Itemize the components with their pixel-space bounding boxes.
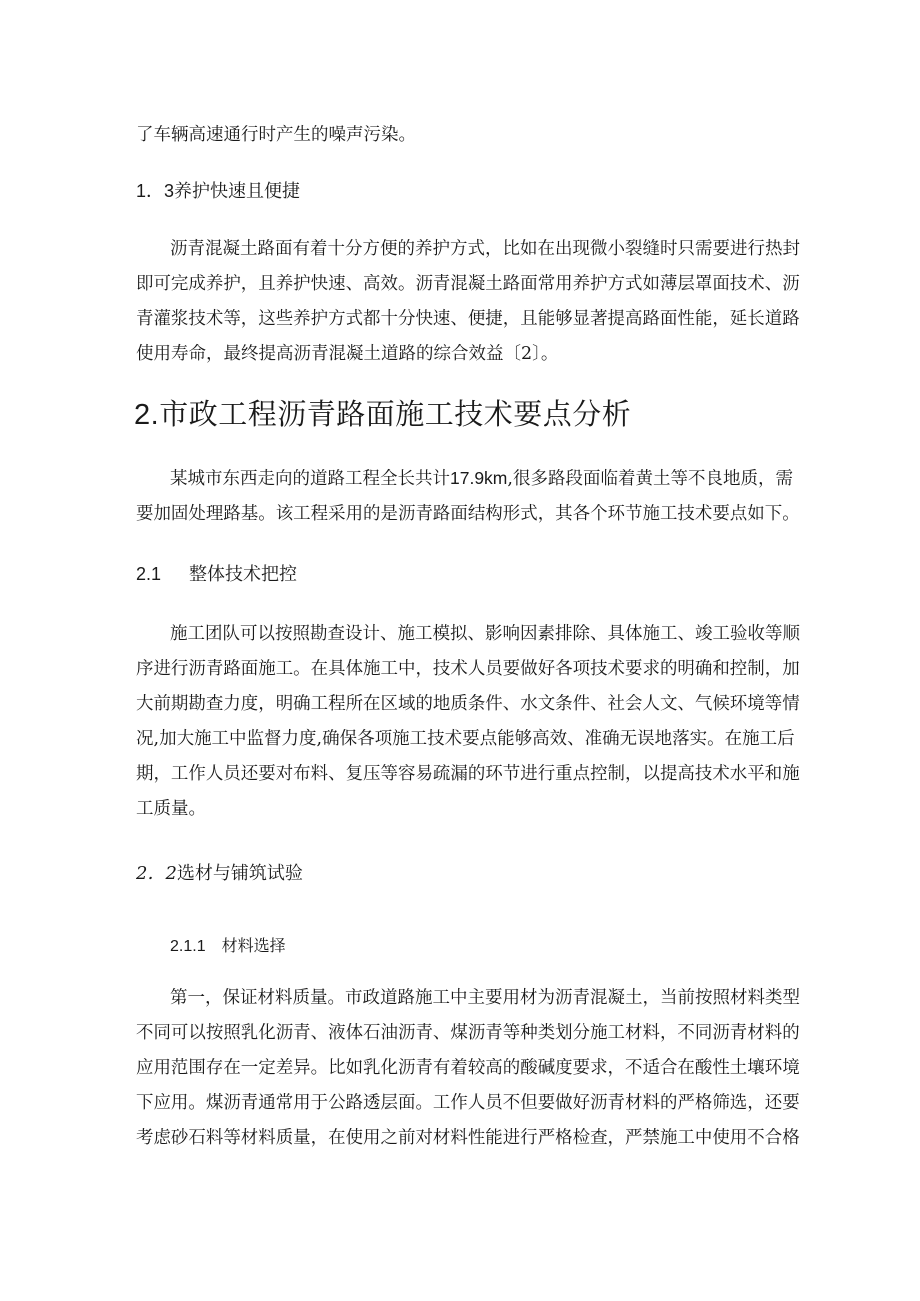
section-number: 2. xyxy=(134,399,160,431)
paragraph-line: 施工团队可以按照勘查设计、施工模拟、影响因素排除、具体施工、竣工验收等顺 xyxy=(170,624,800,644)
paragraph-line: 即可完成养护，且养护快速、高效。沥青混凝土路面常用养护方式如薄层罩面技术、沥 xyxy=(136,274,800,294)
paragraph-line: 下应用。煤沥青通常用于公路透层面。工作人员不但要做好沥青材料的严格筛选，还要 xyxy=(136,1093,800,1113)
section-title: 选材与铺筑试验 xyxy=(176,863,303,884)
section-title: 市政工程沥青路面施工技术要点分析 xyxy=(159,397,632,431)
section-number: 2.1 xyxy=(136,564,162,584)
paragraph-line: 大前期勘查力度，明确工程所在区域的地质条件、水文条件、社会人文、气候环境等情 xyxy=(136,694,800,714)
section-title: 养护快速且便捷 xyxy=(174,181,301,202)
section-number: 1．3 xyxy=(136,181,175,201)
paragraph-line xyxy=(170,467,793,490)
paragraph-line: 序进行沥青路面施工。在具体施工中，技术人员要做好各项技术要求的明确和控制，加 xyxy=(136,659,800,679)
paragraph-line: 应用范围存在一定差异。比如乳化沥青有着较高的酸碱度要求，不适合在酸性土壤环境 xyxy=(136,1058,800,1078)
text-run: 某城市东西走向的道路工程全长共计 xyxy=(170,469,450,489)
paragraph-line: 考虑砂石料等材料质量，在使用之前对材料性能进行严格检查，严禁施工中使用不合格 xyxy=(136,1128,800,1148)
paragraph-line: 要加固处理路基。该工程采用的是沥青路面结构形式，其各个环节施工技术要点如下。 xyxy=(136,504,800,524)
paragraph-line: 第一，保证材料质量。市政道路施工中主要用材为沥青混凝土，当前按照材料类型 xyxy=(170,988,800,1008)
paragraph-line: 期，工作人员还要对布料、复压等容易疏漏的环节进行重点控制，以提高技术水平和施 xyxy=(136,764,800,784)
section-heading-2-2 xyxy=(136,863,303,885)
section-title: 整体技术把控 xyxy=(189,564,298,585)
paragraph-line: 使用寿命，最终提高沥青混凝土道路的综合效益〔2〕。 xyxy=(136,344,559,364)
paragraph-line: 青灌浆技术等，这些养护方式都十分快速、便捷，且能够显著提高路面性能，延长道路 xyxy=(136,309,800,329)
paragraph-line: 了车辆高速通行时产生的噪声污染。 xyxy=(136,125,416,145)
paragraph-line: 不同可以按照乳化沥青、液体石油沥青、煤沥青等种类划分施工材料，不同沥青材料的 xyxy=(136,1023,800,1043)
section-heading-2-1-1 xyxy=(170,935,286,958)
section-number: 2.1.1 xyxy=(170,938,206,955)
paragraph-line: 况,加大施工中监督力度,确保各项施工技术要点能够高效、准确无误地落实。在施工后 xyxy=(136,729,795,749)
section-title: 材料选择 xyxy=(221,936,286,955)
section-heading-1-3 xyxy=(136,180,300,203)
section-heading-2-1 xyxy=(136,563,297,586)
section-heading-2 xyxy=(134,396,631,433)
length-value: 17.9km xyxy=(450,468,508,488)
text-run: ,很多路段面临着黄土等不良地质，需 xyxy=(507,469,793,489)
paragraph-line: 沥青混凝土路面有着十分方便的养护方式，比如在出现微小裂缝时只需要进行热封 xyxy=(170,239,800,259)
paragraph-line: 工质量。 xyxy=(136,799,206,819)
section-number: 2．2 xyxy=(136,863,177,884)
